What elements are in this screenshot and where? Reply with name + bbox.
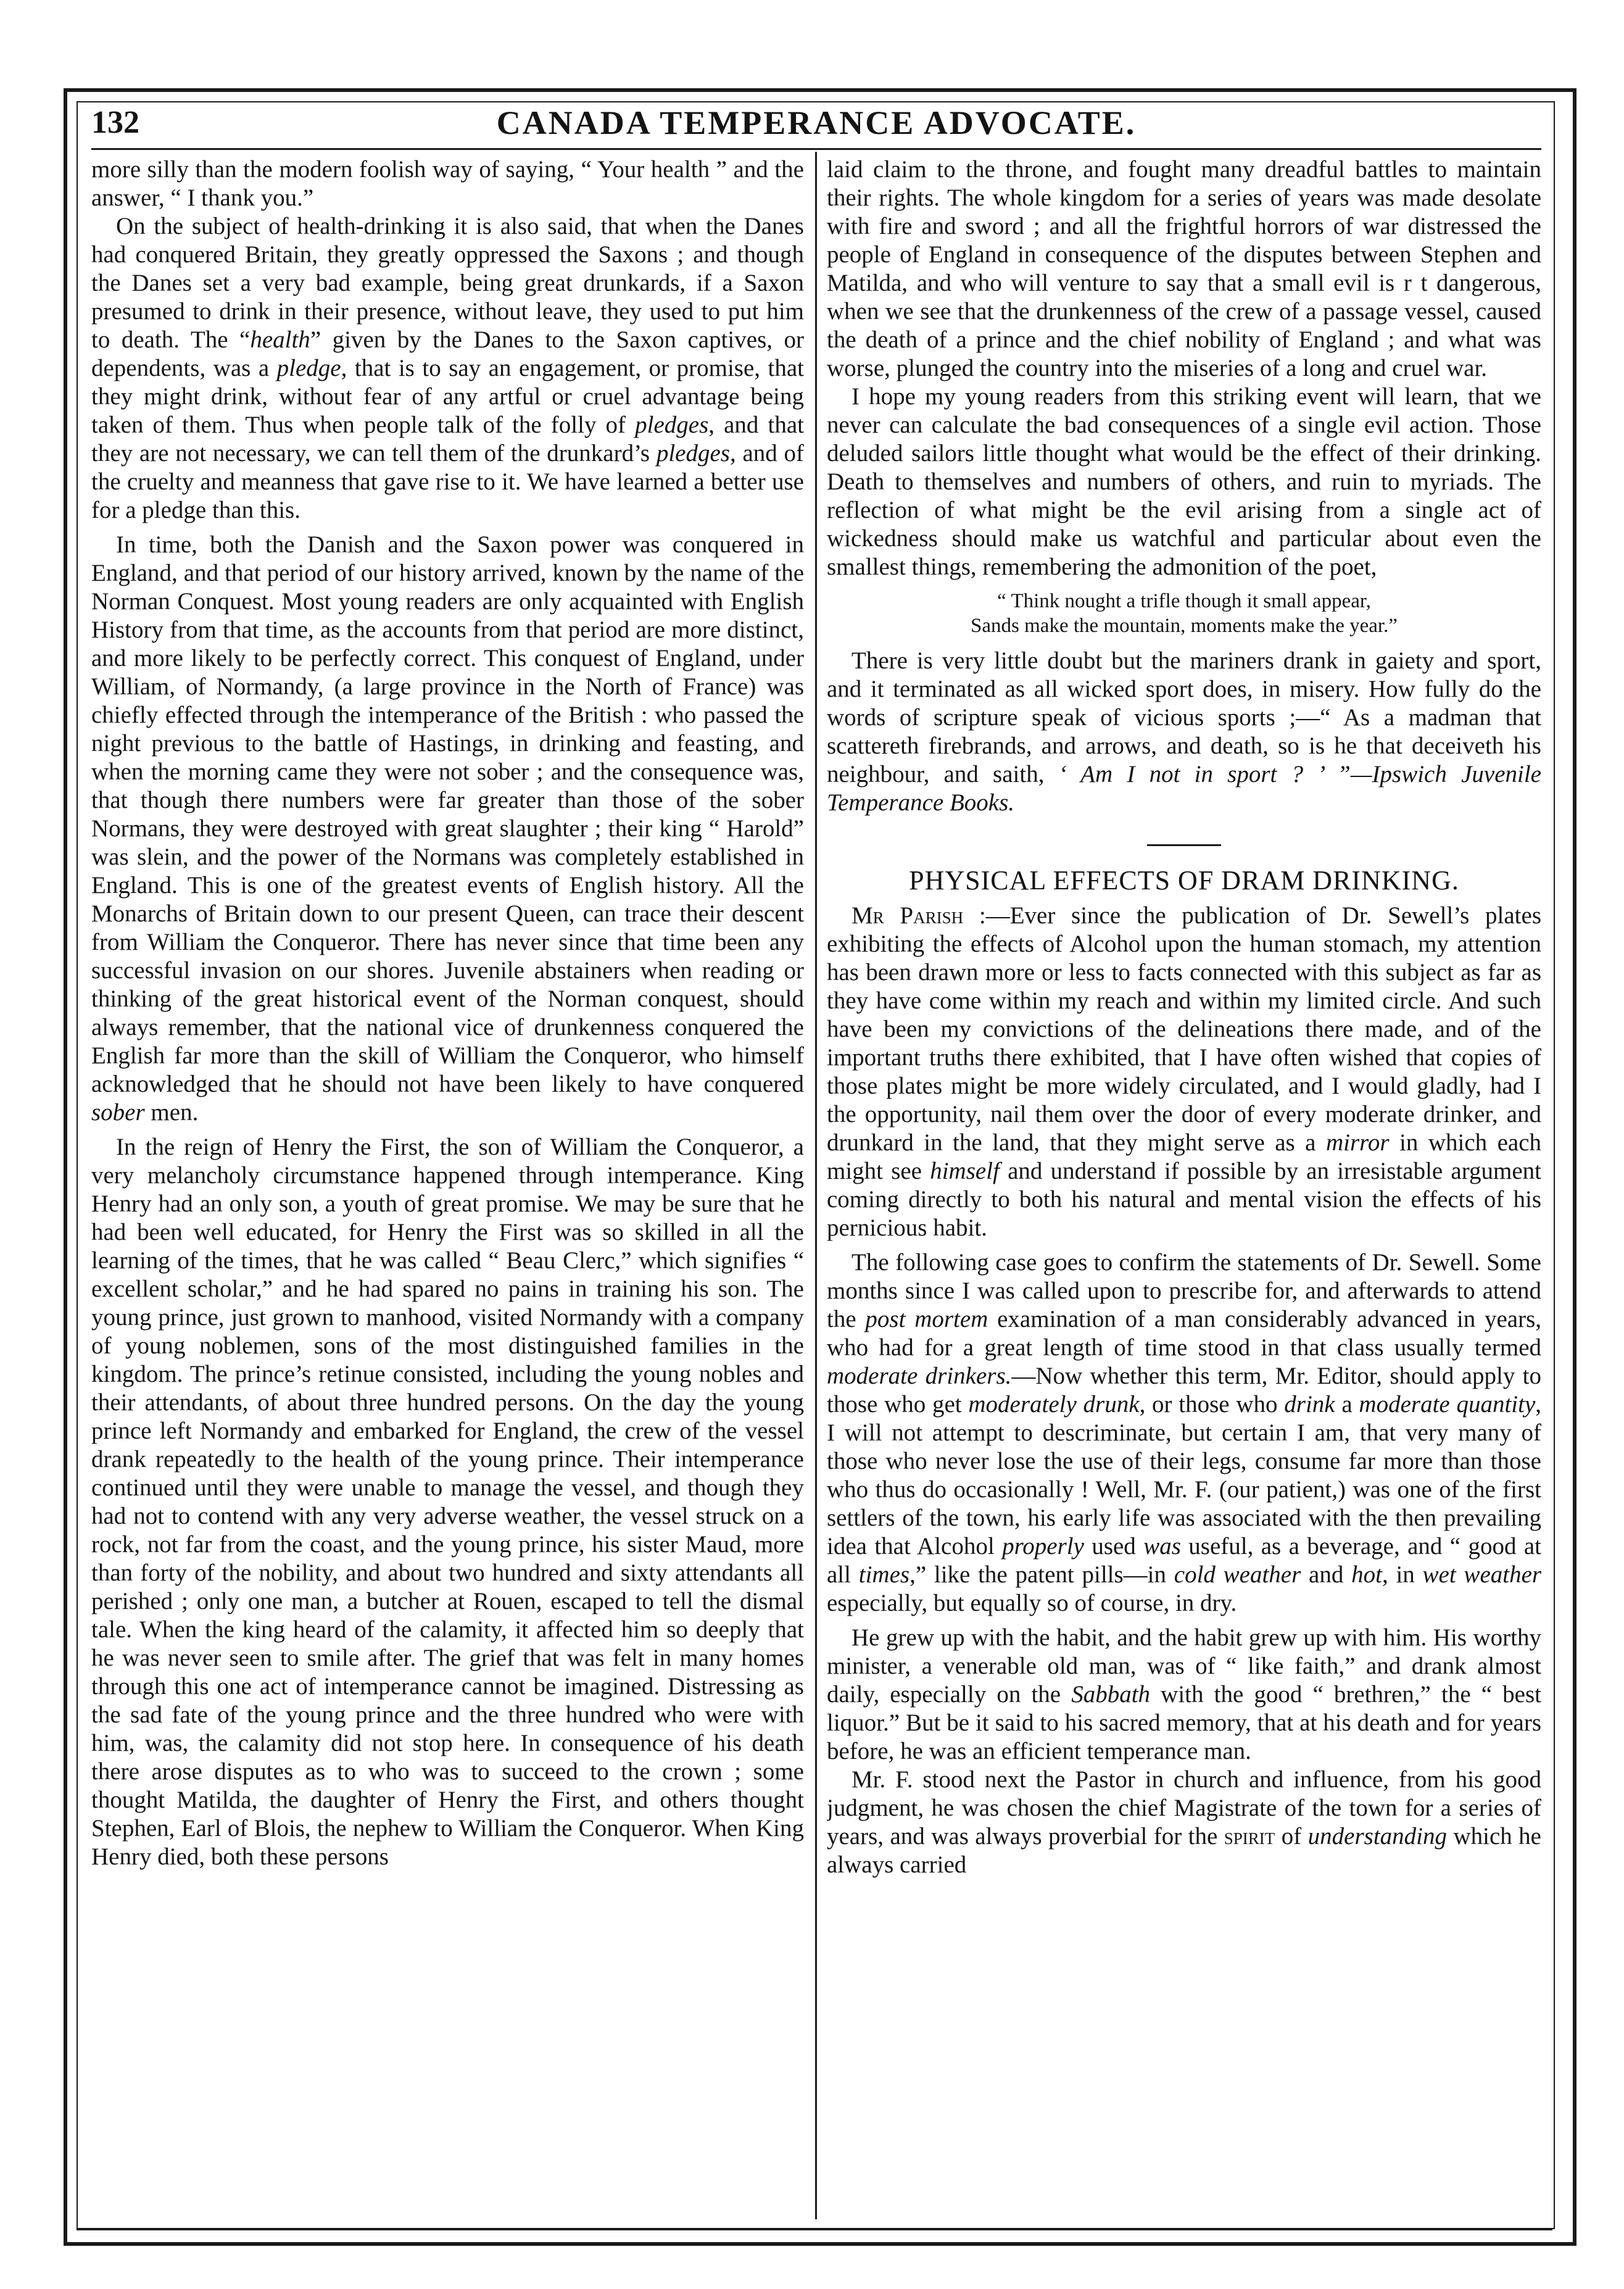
footer-rule bbox=[77, 2229, 1552, 2230]
paragraph: more silly than the modern foolish way of saying, “ Your health ” and the answer, “ I thank you.” bbox=[91, 156, 804, 211]
paragraph: I hope my young readers from this striking event will learn, that we never can calculate the bad consequences of a single evil action. Those deluded sailors little thought what would be the effect of their drinking. Death to themselves and numbers of others, and ruin to myriads. The reflection of what might be the evil arising from a single act of wickedness should make us watchful and particular about even the smallest things, remembering the admonition of the poet, bbox=[827, 383, 1541, 580]
page-number: 132 bbox=[91, 105, 139, 140]
page-header bbox=[91, 99, 1541, 147]
paragraph: Mr. F. stood next the Pastor in church and influence, from his good judgment, he was chosen the chief Magistrate of the town for a series of years, and was always proverbial for the spirit of understanding which he always carried bbox=[827, 1766, 1541, 1878]
poem-line: “ Think nought a trifle though it small appear, bbox=[997, 590, 1371, 612]
paragraph: The following case goes to confirm the statements of Dr. Sewell. Some months since I was called upon to prescribe for, and afterwards to attend the post mortem examination of a man considerably advanced in years, who had for a great length of time stood in that class usually termed moderate drinkers.—Now whether this term, Mr. Editor, should apply to those who get moderately drunk, or those who drink a moderate quantity, I will not attempt to descriminate, but certain I am, that very many of those who never lose the use of their legs, consume far more than those who thus do occasionally ! Well, Mr. F. (our patient,) was one of the first settlers of the town, his early life was associated with the then prevailing idea that Alcohol properly used was useful, as a beverage, and “ good at all times,” like the patent pills—in cold weather and hot, in wet weather especially, but equally so of course, in dry. bbox=[827, 1249, 1541, 1616]
paragraph: There is very little doubt but the mariners drank in gaiety and sport, and it terminated as all wicked sport does, in misery. How fully do the words of scripture speak of vicious sports ;—“ As a madman that scattereth firebrands, and arrows, and death, so is he that deceiveth his neighbour, and saith, ‘ Am I not in sport ? ’ ”—Ipswich Juvenile Temperance Books. bbox=[827, 647, 1541, 816]
poem-line: Sands make the mountain, moments make the year.” bbox=[971, 615, 1398, 637]
paragraph: On the subject of health-drinking it is also said, that when the Danes had conquered Britain, they greatly oppressed the Saxons ; and though the Danes set a very bad example, being great drunkards, if a Saxon presumed to drink in their presence, without leave, they used to put him to death. The “health” given by the Danes to the Saxon captives, or dependents, was a pledge, that is to say an engagement, or promise, that they might drink, without fear of any artful or cruel advantage being taken of them. Thus when people talk of the folly of pledges, and that they are not necessary, we can tell them of the drunkard’s pledges, and of the cruelty and meanness that gave rise to it. We have learned a better use for a pledge than this. bbox=[91, 213, 804, 523]
left-column bbox=[91, 156, 804, 2214]
paragraph: In the reign of Henry the First, the son of William the Conqueror, a very melancholy circumstance happened through intemperance. King Henry had an only son, a youth of great promise. We may be sure that he had been well educated, for Henry the First was so skilled in all the learning of the times, that he was called “ Beau Clerc,” which signifies “ excellent scholar,” and he had spared no pains in training his son. The young prince, just grown to manhood, visited Normandy with a company of young noblemen, sons of the most distinguished families in the kingdom. The prince’s retinue consisted, including the young nobles and their attendants, of about three hundred persons. On the day the young prince left Normandy and embarked for England, the crew of the vessel drank repeatedly to the health of the young prince. Their intemperance continued until they were unable to manage the vessel, and though they had not to contend with any very adverse weather, the vessel struck on a rock, not far from the coast, and the young prince, his sister Maud, more than forty of the nobility, and about two hundred and sixty attendants all perished ; only one man, a butcher at Rouen, escaped to tell the dismal tale. When the king heard of the calamity, it affected him so deeply that he was never seen to smile after. The grief that was felt in many homes through this one act of intemperance cannot be imagined. Distressing as the sad fate of the young prince and the three hundred who were with him, was, the calamity did not stop here. In consequence of his death there arose disputes as to who was to succeed to the crown ; some thought Matilda, the daughter of Henry the First, and others thought Stephen, Earl of Blois, the nephew to William the Conqueror. When King Henry died, both these persons bbox=[91, 1134, 804, 1870]
header-rule bbox=[91, 148, 1541, 150]
column-divider bbox=[815, 152, 817, 2219]
paragraph: Mr Parish :—Ever since the publication of Dr. Sewell’s plates exhibiting the effects of Alcohol upon the human stomach, my attention has been drawn more or less to facts connected with this subject as far as they have come within my reach and within my limited circle. And such have been my convictions of the delineations there made, and of the important truths there exhibited, that I have often wished that copies of those plates might be more widely circulated, and I would gladly, had I the opportunity, nail them over the door of every moderate drinker, and drunkard in the land, that they might serve as a mirror in which each might see himself and understand if possible by an irresistable argument coming directly to both his natural and mental vision the effects of his pernicious habit. bbox=[827, 902, 1541, 1241]
paragraph: laid claim to the throne, and fought many dreadful battles to maintain their rights. The whole kingdom for a series of years was made desolate with fire and sword ; and all the frightful horrors of war distressed the people of England in consequence of the disputes between Stephen and Matilda, and who will venture to say that a small evil is r t dangerous, when we see that the drunkenness of the crew of a passage vessel, caused the death of a prince and the chief nobility of England ; and what was worse, plunged the country into the miseries of a long and cruel war. bbox=[827, 156, 1541, 381]
poem-quote bbox=[827, 589, 1541, 638]
paragraph: In time, both the Danish and the Saxon power was conquered in England, and that period of our history arrived, known by the name of the Norman Conquest. Most young readers are only acquainted with English History from that time, as the accounts from that period are more distinct, and more likely to be perfectly correct. This conquest of England, under William, of Normandy, (a large province in the North of France) was chiefly effected through the intemperance of the British : who passed the night previous to the battle of Hastings, in drinking and feasting, and when the morning came they were not sober ; and the consequence was, that though there numbers were far greater than those of the sober Normans, they were destroyed with great slaughter ; their king “ Harold” was slein, and the power of the Normans was completely established in England. This is one of the greatest events of English history. All the Monarchs of Britain down to our present Queen, can trace their descent from William the Conqueror. There has never since that time been any successful invasion on our shores. Juvenile abstainers when reading or thinking of the great historical event of the Norman conquest, should always remember, that the national vice of drunkenness conquered the English far more than the skill of William the Conqueror, who himself acknowledged that he should not have been likely to have conquered sober men. bbox=[91, 531, 804, 1126]
running-title: CANADA TEMPERANCE ADVOCATE. bbox=[496, 104, 1137, 141]
right-column bbox=[827, 156, 1541, 2214]
section-title: PHYSICAL EFFECTS OF DRAM DRINKING. bbox=[909, 865, 1459, 895]
section-separator bbox=[1147, 844, 1221, 846]
paragraph: He grew up with the habit, and the habit grew up with him. His worthy minister, a venerable old man, was of “ like faith,” and drank almost daily, especially on the Sabbath with the good “ brethren,” the “ best liquor.” But be it said to his sacred memory, that at his death and for years before, he was an efficient temperance man. bbox=[827, 1624, 1541, 1764]
